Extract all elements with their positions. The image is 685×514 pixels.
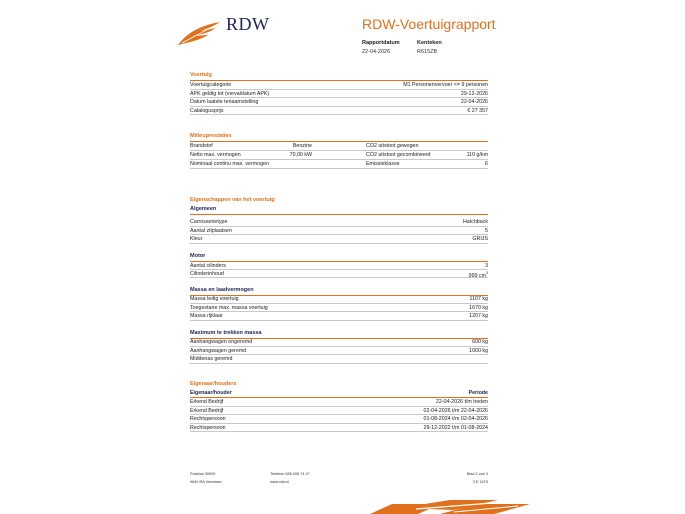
subsection-massa-title: Massa en laadvermogen (190, 287, 254, 293)
report-date-label: Rapportdatum (362, 40, 400, 46)
plate-label: Kenteken (417, 40, 442, 46)
footer-page: Blad 2 van 3 (466, 472, 488, 476)
table-row: Rechtspersoon 29-12-2022 t/m 01-08-2024 (190, 424, 488, 431)
footer-contact (270, 470, 310, 486)
table-row: Datum laatste tenaamstelling 22-04-2026 (190, 99, 488, 105)
table-row: Carrosserietype Hatchback (190, 219, 488, 225)
footer-address (190, 470, 222, 486)
section-eigenschappen-title: Eigenschappen van het voertuig (190, 197, 275, 203)
table-row: Toegestane max. massa voertuig 1670 kg (190, 304, 488, 311)
table-row: Middenas geremd (190, 355, 488, 364)
report-title: RDW-Voertuigrapport (362, 16, 496, 32)
table-row: Nominaal continu max. vermogen Emissieklasse 6 (190, 161, 488, 167)
plate-number: R615ZB (417, 49, 438, 55)
section-eigenaren-title: Eigenaar/houders (190, 381, 237, 387)
table-header-row (190, 389, 488, 398)
report-date-block (362, 40, 400, 55)
plate-block (417, 40, 442, 55)
table-row: Erkend Bedrijf 02-04-2026 t/m 22-04-2026 (190, 407, 488, 414)
footer-phone: Telefoon 088 008 74 47 (270, 472, 310, 476)
footer-code: 3 E 1679 (472, 480, 488, 484)
footer-postbus: Postbus 30000 (190, 472, 216, 476)
report-date: 22-04-2026 (362, 49, 391, 55)
subsection-trekken-title: Maximum te trekken massa (190, 330, 262, 336)
table-row: Voertuigcategorie M1 Personenvervoer <= 9 personen (190, 82, 488, 88)
table-row: APK geldig tot (vervaldatum APK) 29-12-2026 (190, 90, 488, 97)
table-row: Brandstof Benzine CO2 uitstoot gewogen (190, 142, 488, 151)
footer-city: 9640 RA Veendam (190, 480, 222, 484)
table-row: Rechtspersoon 01-08-2024 t/m 02-04-2026 (190, 416, 488, 422)
decorative-stripes-icon (370, 498, 530, 514)
footer-web: www.rdw.nl (270, 480, 289, 484)
table-row: Kleur GRIJS (190, 236, 488, 242)
section-voertuig-title: Voertuig (190, 72, 212, 78)
subsection-algemeen-title: Algemeen (190, 206, 217, 212)
table-row: Aanhangwagen ongeremd 600 kg (190, 339, 488, 345)
table-row: Cilinderinhoud 999 $cm^3$ (190, 270, 488, 279)
table-row: Aantal zitplaatsen 5 (190, 227, 488, 234)
rdw-logo-icon (176, 20, 222, 46)
col-period-header: Periode (468, 390, 488, 396)
table-row: Netto max. vermogen 70,00 kW CO2 uitstoot gecombineerd 110 g/km (190, 152, 488, 158)
logo-text: RDW (226, 14, 270, 34)
table-row: Aanhangwagen geremd 1000 kg (190, 347, 488, 354)
table-row: Massa rijklaar 1207 kg (190, 313, 488, 319)
col-owner-header: Eigenaar/houder (190, 390, 232, 396)
table-row: Aantal cilinders 3 (190, 262, 488, 269)
section-rule (190, 214, 488, 215)
table-row: Massa ledig voertuig 1107 kg (190, 296, 488, 302)
footer-page-info (467, 470, 488, 486)
subsection-motor-title: Motor (190, 253, 206, 259)
section-milieu-title: Milieuprestaties (190, 133, 232, 139)
table-row: Erkend Bedrijf 22-04-2026 t/m heden (190, 399, 488, 405)
table-row: Catalogusprijs € 27 357 (190, 107, 488, 114)
